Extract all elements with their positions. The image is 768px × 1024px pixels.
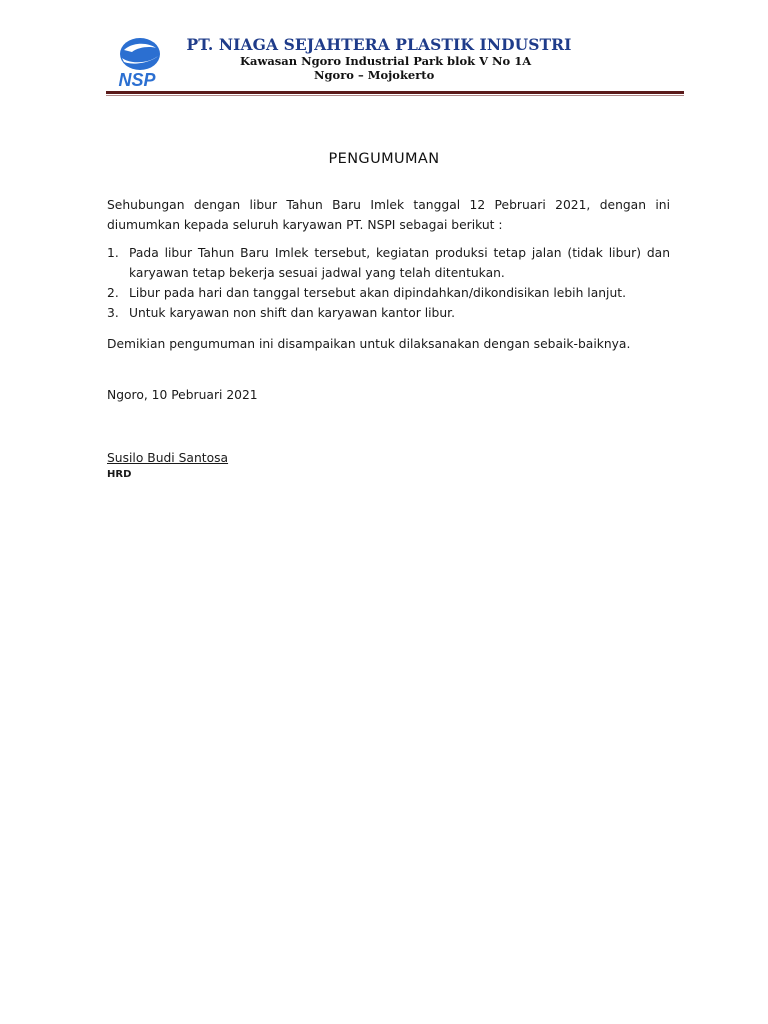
signer-name: Susilo Budi Santosa [107, 451, 229, 465]
list-item-text: Libur pada hari dan tanggal tersebut akan dipindahkan/dikondisikan lebih lanjut. [129, 286, 626, 300]
list-item-number: 3. [107, 306, 119, 320]
company-address: Kawasan Ngoro Industrial Park blok V No 1A [240, 54, 532, 68]
place-date: Ngoro, 10 Pebruari 2021 [107, 388, 258, 402]
signer-role: HRD [107, 469, 132, 480]
page-title: PENGUMUMAN [328, 151, 440, 167]
company-name: PT. NIAGA SEJAHTERA PLASTIK INDUSTRI [186, 35, 572, 54]
list-item-number: 2. [107, 286, 119, 300]
list-item [107, 303, 670, 323]
header-rule-thin [106, 95, 684, 96]
list-item-number: 1. [107, 246, 119, 260]
closing-paragraph: Demikian pengumuman ini disampaikan untuk dilaksanakan dengan sebaik-baiknya. [107, 337, 631, 351]
company-logo [104, 34, 170, 90]
logo-text: NSP [118, 70, 156, 90]
announcement-list [107, 243, 670, 323]
list-item [107, 283, 670, 303]
list-item-text: Untuk karyawan non shift dan karyawan kantor libur. [129, 306, 455, 320]
intro-paragraph: Sehubungan dengan libur Tahun Baru Imlek tanggal 12 Pebruari 2021, dengan ini diumumkan kepada seluruh karyawan PT. NSPI sebagai berikut : [107, 198, 670, 232]
list-item-text: Pada libur Tahun Baru Imlek tersebut, kegiatan produksi tetap jalan (tidak libur) dan karyawan tetap bekerja sesuai jadwal yang telah ditentukan. [129, 246, 670, 280]
header-rule [106, 91, 684, 94]
list-item [107, 243, 670, 283]
company-city: Ngoro – Mojokerto [314, 68, 435, 82]
